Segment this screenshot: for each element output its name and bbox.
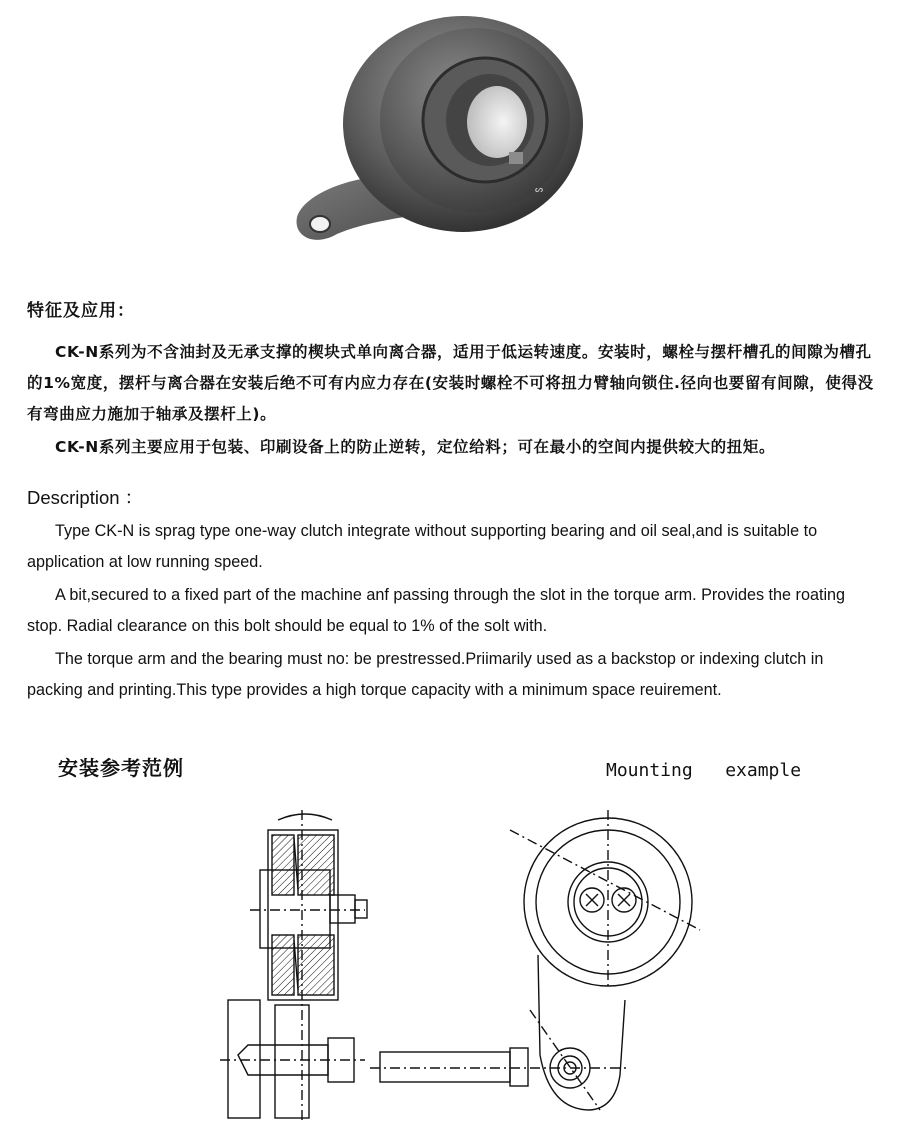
front-view xyxy=(370,810,700,1110)
features-paragraph-2: CK-N系列主要应用于包装、印刷设备上的防止逆转，定位给料；可在最小的空间内提供较大的扭矩。 xyxy=(55,438,776,456)
features-paragraph-1: CK-N系列为不含油封及无承支撑的楔块式单向离合器，适用于低运转速度。安装时，螺栓与摆杆槽孔的间隙为槽孔的1%宽度，摆杆与离合器在安装后绝不可有内应力存在(安装时螺栓不可将扭力臂轴向锁住.径向也要留有间隙，使得没有弯曲应力施加于轴承及摆杆上)。 xyxy=(27,343,874,423)
mounting-heading-en: Mounting example xyxy=(606,760,802,781)
description-heading: Description ： xyxy=(27,487,144,508)
features-heading: 特征及应用： xyxy=(27,301,135,321)
mounting-heading-cn: 安装参考范例 xyxy=(58,756,184,780)
product-photo xyxy=(285,12,585,254)
mounting-drawing xyxy=(220,790,720,1120)
description-paragraph-3: The torque arm and the bearing must no: be prestressed.Priimarily used as a backstop or indexing clutch in packing and printing.This type provides a high torque capacity with a minimum space reuirement. xyxy=(27,650,824,699)
svg-text:ᔕ: ᔕ xyxy=(535,185,544,195)
description-paragraph-2: A bit,secured to a fixed part of the machine anf passing through the slot in the torque arm. Provides the roating stop. Radial clearance on this bolt should be equal to 1% of the solt with. xyxy=(27,586,846,635)
section-view xyxy=(220,810,367,1120)
description-paragraph-1: Type CK-N is sprag type one-way clutch integrate without supporting bearing and oil seal,and is suitable to application at low running speed. xyxy=(27,522,818,571)
